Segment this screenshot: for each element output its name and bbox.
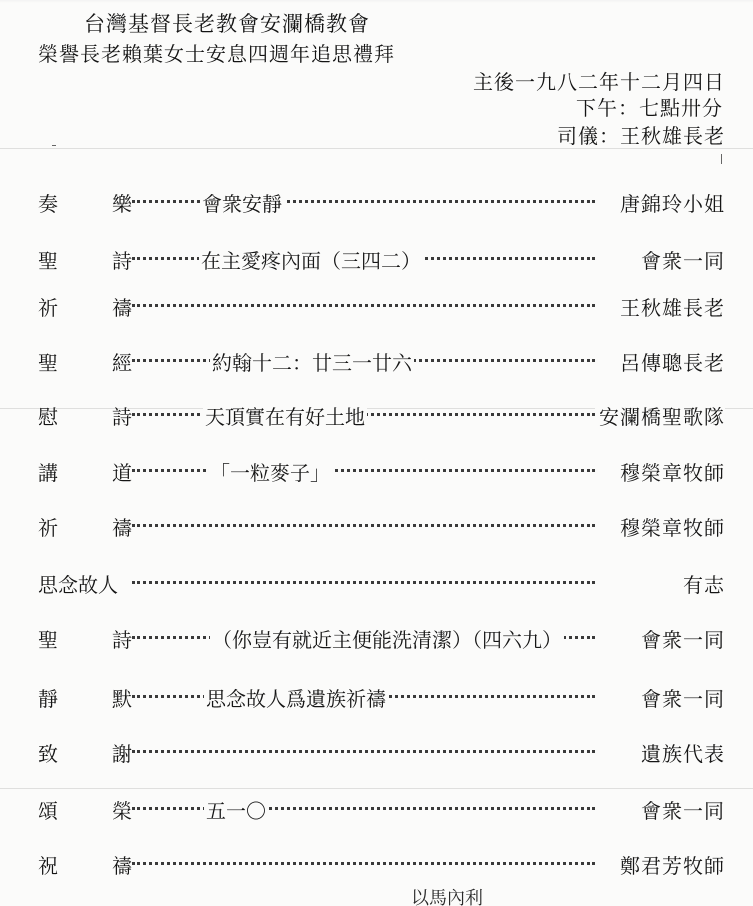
dot-leader [132, 303, 595, 307]
program-item-leader: 有志 [679, 569, 725, 598]
closing-blessing: 以馬內利 [411, 888, 483, 906]
program-item [0, 506, 753, 546]
service-title: 榮譽長老賴葉女士安息四週年追思禮拜 [38, 42, 395, 66]
program-item-leader: 鄭君芳牧師 [616, 850, 725, 879]
dot-leader [132, 806, 595, 810]
program-item [0, 789, 753, 829]
program-item-label: 祝 禱 [38, 854, 132, 878]
program-item-leader: 遺族代表 [637, 738, 725, 767]
program-item [0, 677, 753, 717]
program-item-leader: 穆榮章牧師 [616, 512, 725, 541]
program-item-content: 會衆安靜 [200, 188, 284, 217]
program-item [0, 844, 753, 884]
scan-mark [721, 154, 722, 164]
program-item-content: 天頂實在有好土地 [203, 401, 367, 430]
program-item-label: 頌 榮 [38, 799, 132, 823]
program-item-label: 慰 詩 [38, 405, 132, 429]
program-item [0, 341, 753, 381]
scan-mark [52, 145, 56, 146]
program-item-content: 五一〇 [204, 795, 268, 824]
program-item-leader: 會衆一同 [637, 795, 725, 824]
program-item-content: 「一粒麥子」 [208, 457, 332, 486]
dot-leader [132, 861, 595, 865]
program-item-leader: 唐錦玲小姐 [616, 188, 725, 217]
dot-leader [132, 580, 595, 584]
program-item-label: 祈 禱 [38, 296, 132, 320]
service-officiant: 司儀：王秋雄長老 [557, 124, 725, 148]
program-item-leader: 會衆一同 [637, 683, 725, 712]
program-item-label: 奏 樂 [38, 192, 132, 216]
program-item-label: 聖 詩 [38, 249, 132, 273]
program-item-label: 靜 默 [38, 687, 132, 711]
program-item [0, 618, 753, 658]
program-item [0, 182, 753, 222]
program-item-leader: 穆榮章牧師 [616, 457, 725, 486]
program-item-content: 約翰十二：廿三一廿六 [210, 347, 414, 376]
program-item-label: 聖 經 [38, 351, 132, 375]
program-item-label: 祈 禱 [38, 516, 132, 540]
program-item [0, 239, 753, 279]
program-item-leader: 王秋雄長老 [616, 292, 725, 321]
program-item-content: （你豈有就近主便能洗清潔）（四六九） [210, 624, 564, 653]
program-item [0, 395, 753, 435]
program-item [0, 286, 753, 326]
dot-leader [132, 749, 595, 753]
church-name: 台灣基督長老教會安瀾橋教會 [84, 12, 370, 36]
program-item [0, 451, 753, 491]
program-item-label: 講 道 [38, 461, 132, 485]
program-item-content: 在主愛疼內面（三四二） [199, 245, 423, 274]
dot-leader [132, 523, 595, 527]
program-item-leader: 會衆一同 [637, 245, 725, 274]
program-item [0, 732, 753, 772]
program-item-label: 致 謝 [38, 742, 132, 766]
service-date: 主後一九八二年十二月四日 [473, 70, 725, 94]
program-item-leader: 會衆一同 [637, 624, 725, 653]
program-item [0, 563, 753, 603]
program-item-label: 思念故人 [38, 573, 118, 597]
program-item-leader: 呂傳聰長老 [616, 347, 725, 376]
program-item-leader: 安瀾橋聖歌隊 [595, 401, 725, 430]
dot-leader [132, 468, 595, 472]
service-time: 下午：七點卅分 [576, 96, 723, 120]
program-item-content: 思念故人爲遺族祈禱 [204, 683, 388, 712]
program-item-label: 聖 詩 [38, 628, 132, 652]
